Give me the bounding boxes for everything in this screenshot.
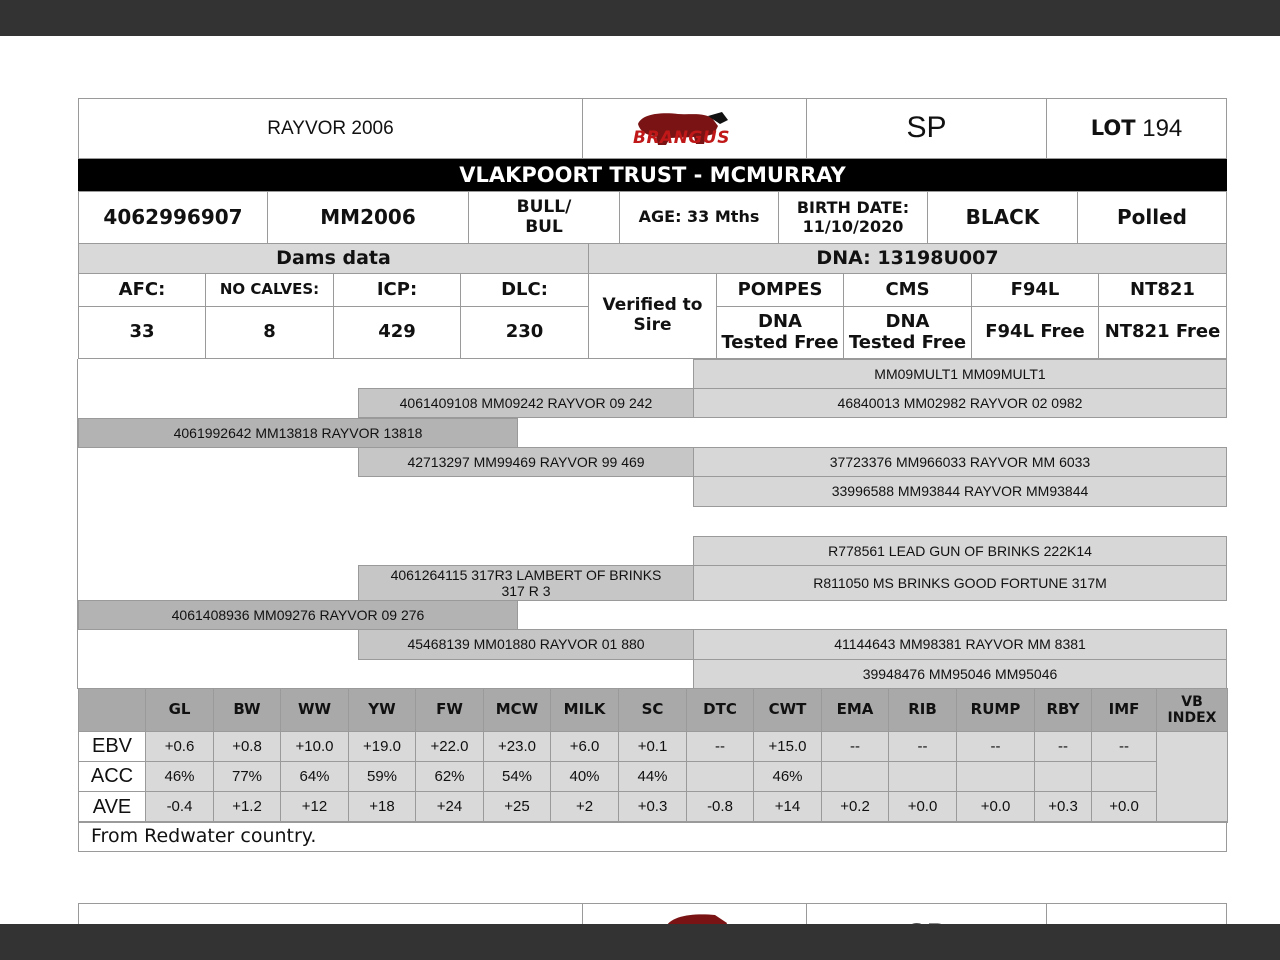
ebv-cell: +19.0 bbox=[348, 731, 416, 762]
animal-colour: BLACK bbox=[927, 191, 1078, 244]
ebv-cell: 46% bbox=[753, 761, 822, 792]
ebv-cell: +0.0 bbox=[956, 791, 1035, 823]
test-name-cms: CMS bbox=[843, 273, 972, 307]
ebv-col-ema: EMA bbox=[821, 688, 889, 732]
ebv-cell: 46% bbox=[145, 761, 214, 792]
ebv-row-label-acc: ACC bbox=[78, 761, 146, 792]
ebv-cell: 54% bbox=[483, 761, 551, 792]
animal-tag: MM2006 bbox=[267, 191, 469, 244]
test-result-nt821: NT821 Free bbox=[1098, 306, 1227, 359]
ebv-row-label-ebv: EBV bbox=[78, 731, 146, 762]
pedigree-sire-dam-sire: 37723376 MM966033 RAYVOR MM 6033 bbox=[693, 447, 1227, 477]
dlc-label: DLC: bbox=[460, 273, 589, 307]
afc-label: AFC: bbox=[78, 273, 206, 307]
test-name-pompes: POMPES bbox=[716, 273, 844, 307]
ebv-cell bbox=[1091, 761, 1157, 792]
ebv-col-dtc: DTC bbox=[686, 688, 754, 732]
birth-label: BIRTH DATE: bbox=[796, 198, 910, 218]
ebv-col-bw: BW bbox=[213, 688, 281, 732]
birth-date-value: 11/10/2020 bbox=[802, 216, 904, 236]
pedigree-border bbox=[77, 359, 78, 689]
ebv-cell: +23.0 bbox=[483, 731, 551, 762]
verified-line2: Sire bbox=[633, 315, 672, 335]
cms-line2: Tested Free bbox=[848, 331, 967, 353]
ebv-cell: -- bbox=[956, 731, 1035, 762]
ebv-cell: -0.4 bbox=[145, 791, 214, 823]
ebv-cell bbox=[686, 761, 754, 792]
ebv-cell: +18 bbox=[348, 791, 416, 823]
sex-line1: BULL/ bbox=[516, 196, 572, 217]
ebv-cell: +0.2 bbox=[821, 791, 889, 823]
vb-index-header bbox=[1156, 688, 1228, 732]
comment: From Redwater country. bbox=[78, 821, 1227, 852]
icp-label: ICP: bbox=[333, 273, 461, 307]
ebv-cell: +0.0 bbox=[1091, 791, 1157, 823]
ebv-cell: -0.8 bbox=[686, 791, 754, 823]
dna-number: DNA: 13198U007 bbox=[588, 243, 1227, 274]
breeder-name: VLAKPOORT TRUST - MCMURRAY bbox=[78, 159, 1227, 191]
ebv-cell bbox=[1034, 761, 1092, 792]
ebv-col-mcw: MCW bbox=[483, 688, 551, 732]
pompes-line1: DNA bbox=[758, 310, 802, 332]
lot-box bbox=[1046, 98, 1227, 159]
pedigree-sire-sire-sire: MM09MULT1 MM09MULT1 bbox=[693, 359, 1227, 389]
vb-index-line1: VB bbox=[1181, 693, 1203, 710]
ebv-cell: +12 bbox=[280, 791, 349, 823]
cms-line1: DNA bbox=[885, 310, 930, 332]
pedigree-dam-sire-sire: R778561 LEAD GUN OF BRINKS 222K14 bbox=[693, 536, 1227, 566]
ebv-col-imf: IMF bbox=[1091, 688, 1157, 732]
lot-number: 194 bbox=[1142, 114, 1183, 142]
ebv-col-rump: RUMP bbox=[956, 688, 1035, 732]
animal-sex bbox=[468, 191, 620, 244]
ebv-col-ww: WW bbox=[280, 688, 349, 732]
ebv-header-corner bbox=[78, 688, 146, 732]
ebv-cell bbox=[888, 761, 957, 792]
ebv-cell: +22.0 bbox=[415, 731, 484, 762]
ebv-cell: +2 bbox=[550, 791, 619, 823]
animal-id: 4062996907 bbox=[78, 191, 268, 244]
pedigree-dam-sire bbox=[358, 565, 694, 601]
test-name-f94l: F94L bbox=[971, 273, 1099, 307]
pedigree-dam-dam-dam: 39948476 MM95046 MM95046 bbox=[693, 659, 1227, 689]
pedigree-sire-sire: 4061409108 MM09242 RAYVOR 09 242 bbox=[358, 388, 694, 418]
test-result-cms bbox=[843, 306, 972, 359]
icp-value: 429 bbox=[333, 306, 461, 359]
ebv-col-rby: RBY bbox=[1034, 688, 1092, 732]
ebv-cell: +0.6 bbox=[145, 731, 214, 762]
ebv-cell: -- bbox=[1091, 731, 1157, 762]
ebv-row-label-ave: AVE bbox=[78, 791, 146, 823]
ebv-col-sc: SC bbox=[618, 688, 687, 732]
lot-label: LOT bbox=[1090, 116, 1136, 141]
dams-data-title: Dams data bbox=[78, 243, 589, 274]
ebv-cell: +0.3 bbox=[618, 791, 687, 823]
pompes-line2: Tested Free bbox=[721, 331, 839, 353]
verified-line1: Verified to bbox=[602, 295, 703, 316]
ebv-cell: 40% bbox=[550, 761, 619, 792]
ebv-cell: +0.8 bbox=[213, 731, 281, 762]
ebv-cell: +14 bbox=[753, 791, 822, 823]
ebv-cell: +6.0 bbox=[550, 731, 619, 762]
pedigree-dam-sire-dam: R811050 MS BRINKS GOOD FORTUNE 317M bbox=[693, 565, 1227, 601]
pedigree-dam-dam: 45468139 MM01880 RAYVOR 01 880 bbox=[358, 629, 694, 660]
no-calves-label: NO CALVES: bbox=[205, 273, 334, 307]
ebv-cell: 77% bbox=[213, 761, 281, 792]
ebv-col-gl: GL bbox=[145, 688, 214, 732]
ebv-col-fw: FW bbox=[415, 688, 484, 732]
ebv-cell: 62% bbox=[415, 761, 484, 792]
ebv-cell: -- bbox=[1034, 731, 1092, 762]
ebv-cell: +10.0 bbox=[280, 731, 349, 762]
ebv-col-yw: YW bbox=[348, 688, 416, 732]
verified-to-sire bbox=[588, 273, 717, 359]
ebv-col-cwt: CWT bbox=[753, 688, 822, 732]
ebv-cell: -- bbox=[686, 731, 754, 762]
afc-value: 33 bbox=[78, 306, 206, 359]
class-code: SP bbox=[806, 98, 1047, 159]
ebv-cell: +1.2 bbox=[213, 791, 281, 823]
vb-index-value bbox=[1156, 731, 1228, 823]
ebv-cell bbox=[821, 761, 889, 792]
pedigree-dam-dam-sire: 41144643 MM98381 RAYVOR MM 8381 bbox=[693, 629, 1227, 660]
ebv-col-milk: MILK bbox=[550, 688, 619, 732]
pedigree-sire: 4061992642 MM13818 RAYVOR 13818 bbox=[78, 418, 518, 448]
no-calves-value: 8 bbox=[205, 306, 334, 359]
vb-index-line2: INDEX bbox=[1167, 710, 1217, 726]
ebv-cell: -- bbox=[888, 731, 957, 762]
sex-line2: BUL bbox=[525, 216, 563, 237]
ebv-col-rib: RIB bbox=[888, 688, 957, 732]
animal-name: RAYVOR 2006 bbox=[78, 98, 583, 159]
pedigree-sire-dam-dam: 33996588 MM93844 RAYVOR MM93844 bbox=[693, 476, 1227, 507]
dam-sire-line2: 317 R 3 bbox=[501, 583, 551, 599]
logo-text: BRANGUS bbox=[633, 128, 730, 148]
ebv-cell: 64% bbox=[280, 761, 349, 792]
dlc-value: 230 bbox=[460, 306, 589, 359]
ebv-cell: -- bbox=[821, 731, 889, 762]
ebv-cell: 59% bbox=[348, 761, 416, 792]
brangus-logo bbox=[582, 98, 807, 159]
viewer-top-bar bbox=[0, 0, 1280, 36]
animal-age: AGE: 33 Mths bbox=[619, 191, 779, 244]
ebv-cell: +15.0 bbox=[753, 731, 822, 762]
test-result-f94l: F94L Free bbox=[971, 306, 1099, 359]
ebv-cell: 44% bbox=[618, 761, 687, 792]
dam-sire-line1: 4061264115 317R3 LAMBERT OF BRINKS bbox=[390, 566, 662, 583]
ebv-cell: +0.3 bbox=[1034, 791, 1092, 823]
ebv-cell: +0.1 bbox=[618, 731, 687, 762]
test-result-pompes bbox=[716, 306, 844, 359]
birth-date bbox=[778, 191, 928, 244]
ebv-cell: +25 bbox=[483, 791, 551, 823]
horn-status: Polled bbox=[1077, 191, 1227, 244]
ebv-cell: +0.0 bbox=[888, 791, 957, 823]
pedigree-dam: 4061408936 MM09276 RAYVOR 09 276 bbox=[78, 600, 518, 630]
viewer-bottom-bar bbox=[0, 924, 1280, 960]
pedigree-sire-sire-dam: 46840013 MM02982 RAYVOR 02 0982 bbox=[693, 388, 1227, 418]
ebv-cell: +24 bbox=[415, 791, 484, 823]
test-name-nt821: NT821 bbox=[1098, 273, 1227, 307]
pedigree-sire-dam: 42713297 MM99469 RAYVOR 99 469 bbox=[358, 447, 694, 477]
ebv-cell bbox=[956, 761, 1035, 792]
